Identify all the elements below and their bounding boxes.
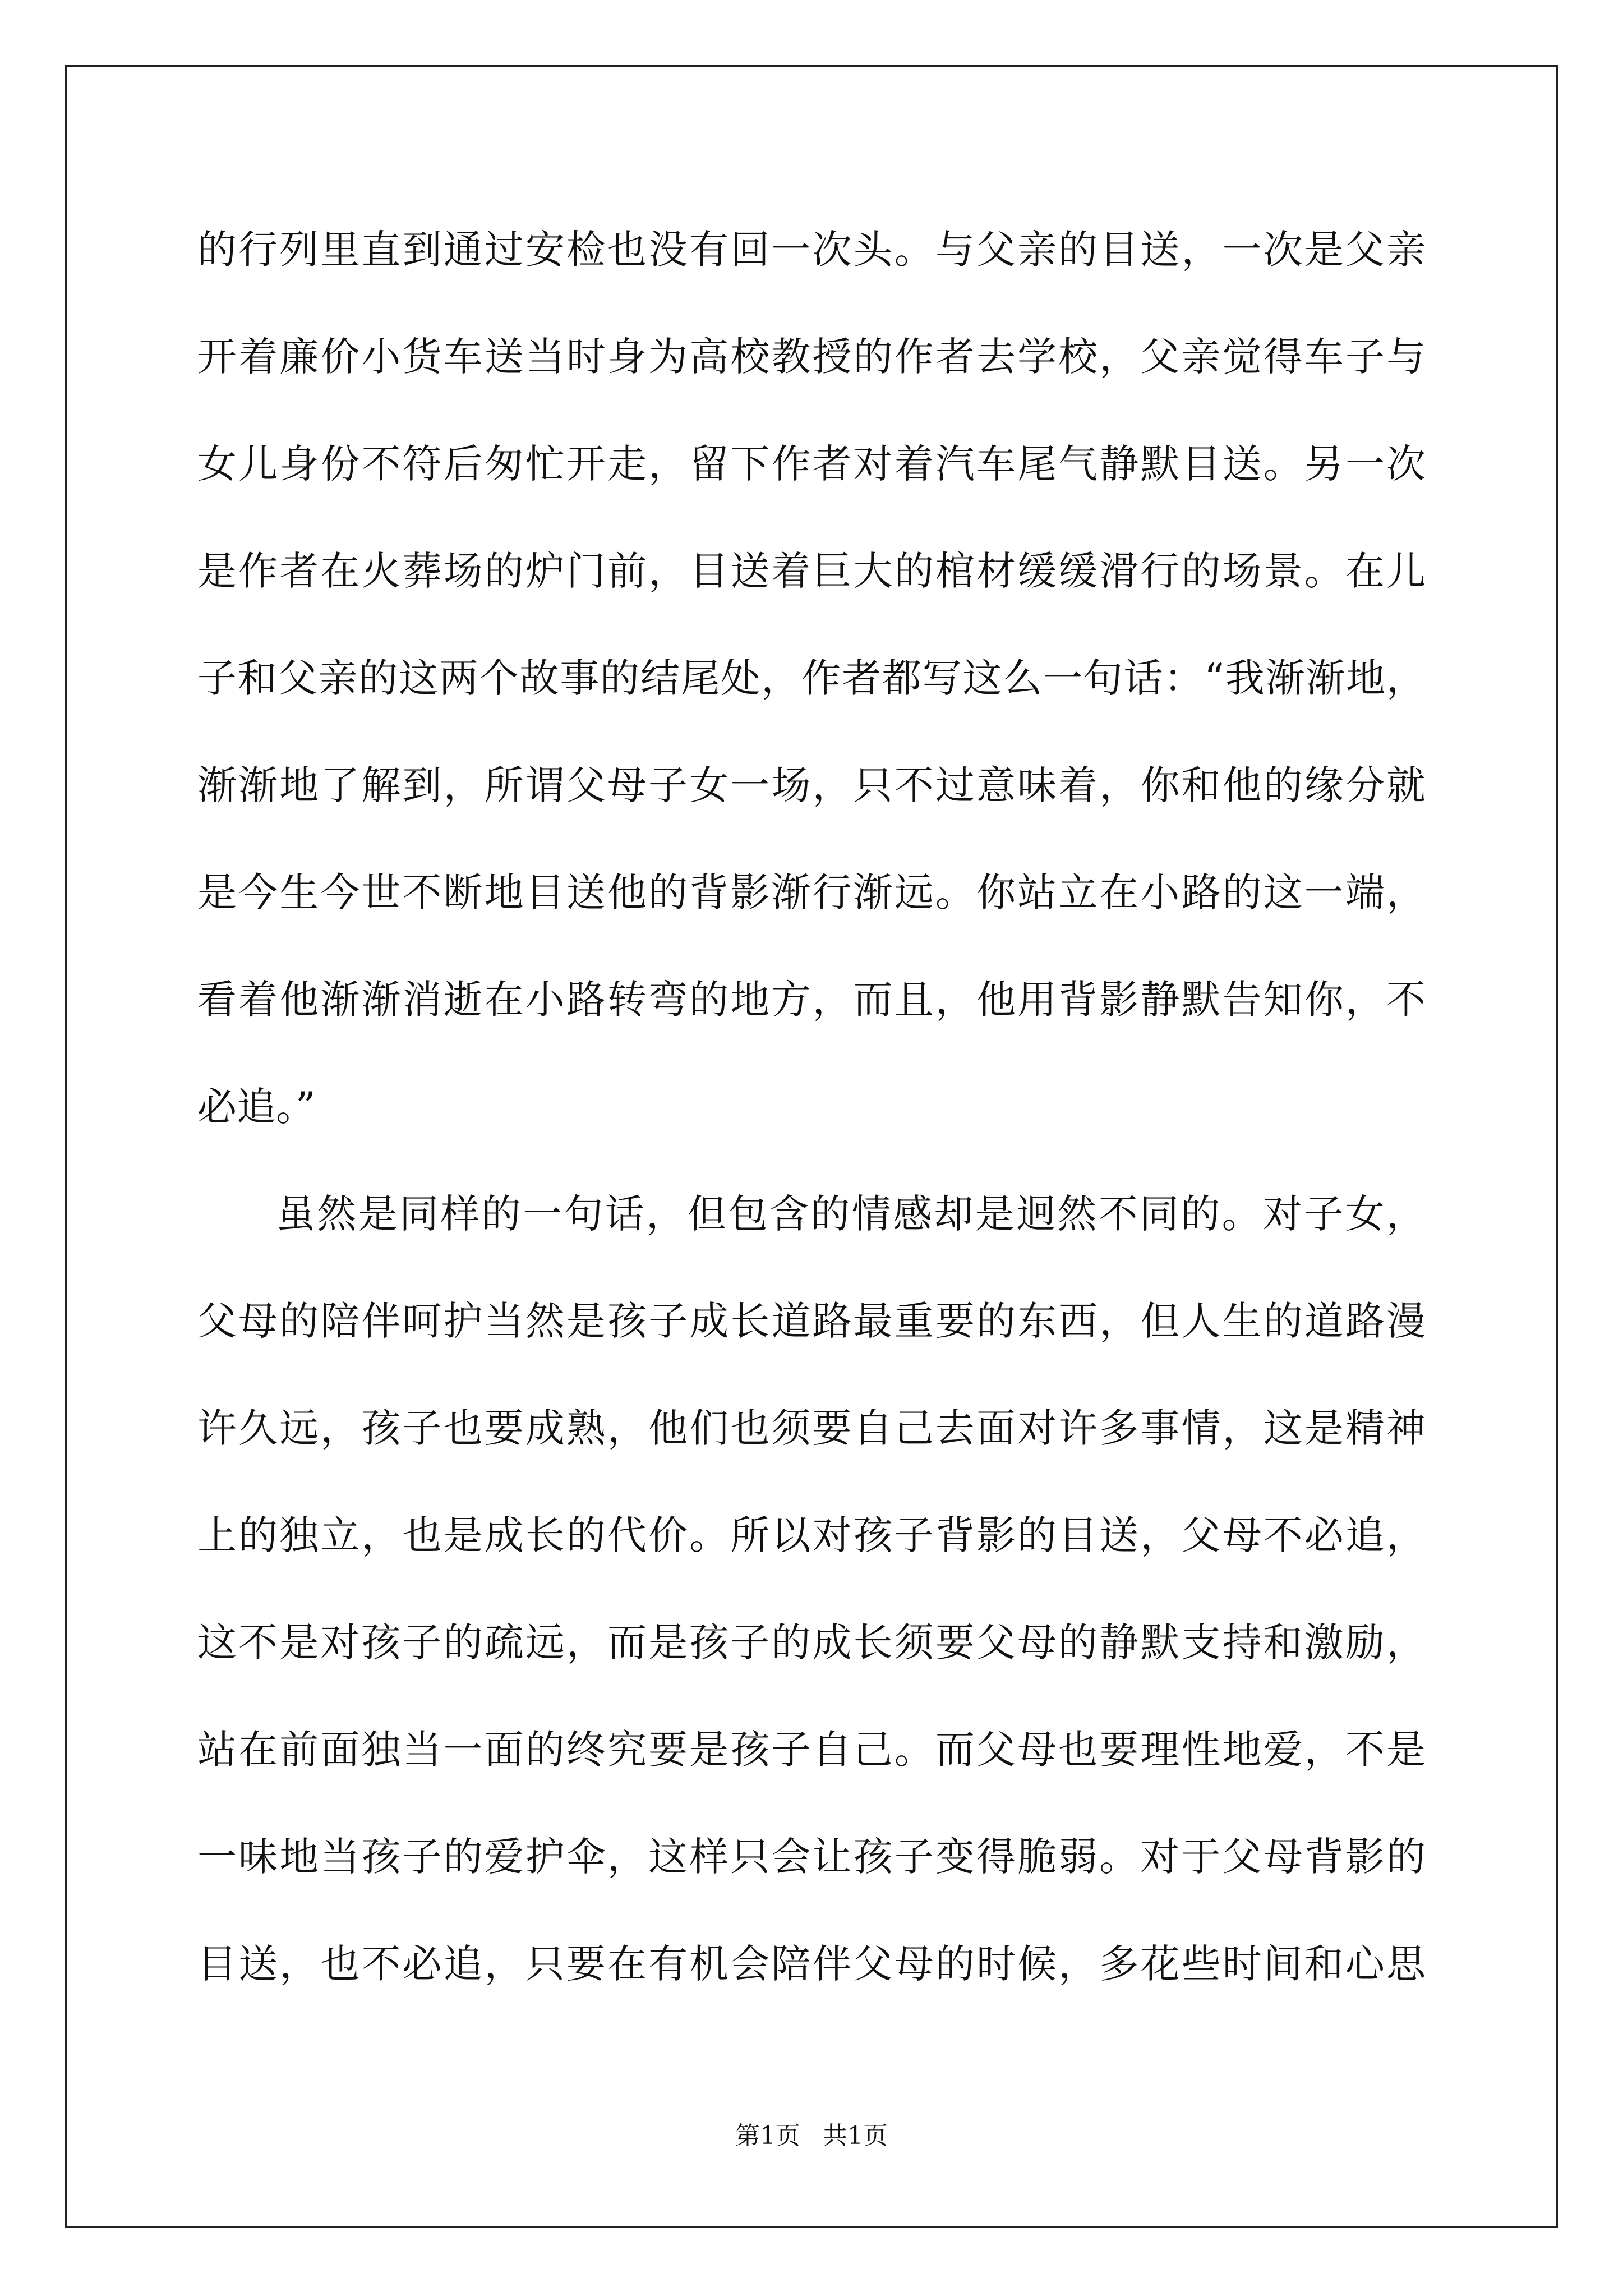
page-number-current: 第1页 (735, 2122, 800, 2150)
page-footer (0, 2119, 1623, 2153)
text-line: 看着他渐渐消逝在小路转弯的地方，而且，他用背影静默告知你，不 (197, 977, 1426, 1023)
text-line: 站在前面独当一面的终究要是孩子自己。而父母也要理性地爱，不是 (197, 1727, 1426, 1773)
text-line: 许久远，孩子也要成熟，他们也须要自己去面对许多事情，这是精神 (197, 1405, 1426, 1451)
text-line: 一味地当孩子的爱护伞，这样只会让孩子变得脆弱。对于父母背影的 (197, 1834, 1426, 1880)
text-line: 的行列里直到通过安检也没有回一次头。与父亲的目送，一次是父亲 (197, 227, 1426, 273)
text-line: 子和父亲的这两个故事的结尾处，作者都写这么一句话：“我渐渐地， (197, 655, 1426, 701)
document-body (197, 208, 1426, 2029)
text-line: 父母的陪伴呵护当然是孩子成长道路最重要的东西，但人生的道路漫 (197, 1298, 1426, 1344)
text-line: 目送，也不必追，只要在有机会陪伴父母的时候，多花些时间和心思 (197, 1941, 1426, 1987)
page-number-total: 共1页 (823, 2122, 888, 2150)
text-line: 女儿身份不符后匆忙开走，留下作者对着汽车尾气静默目送。另一次 (197, 441, 1426, 487)
text-line: 这不是对孩子的疏远，而是孩子的成长须要父母的静默支持和激励， (197, 1619, 1426, 1665)
text-line: 渐渐地了解到，所谓父母子女一场，只不过意味着，你和他的缘分就 (197, 762, 1426, 808)
text-line: 开着廉价小货车送当时身为高校教授的作者去学校，父亲觉得车子与 (197, 334, 1426, 380)
paragraph-end-line: 必追。” (197, 1084, 316, 1130)
paragraph-start-line: 虽然是同样的一句话，但包含的情感却是迥然不同的。对子女， (276, 1191, 1426, 1237)
text-line: 上的独立，也是成长的代价。所以对孩子背影的目送，父母不必追， (197, 1512, 1426, 1558)
text-line: 是今生今世不断地目送他的背影渐行渐远。你站立在小路的这一端， (197, 869, 1426, 915)
text-line: 是作者在火葬场的炉门前，目送着巨大的棺材缓缓滑行的场景。在儿 (197, 548, 1426, 594)
